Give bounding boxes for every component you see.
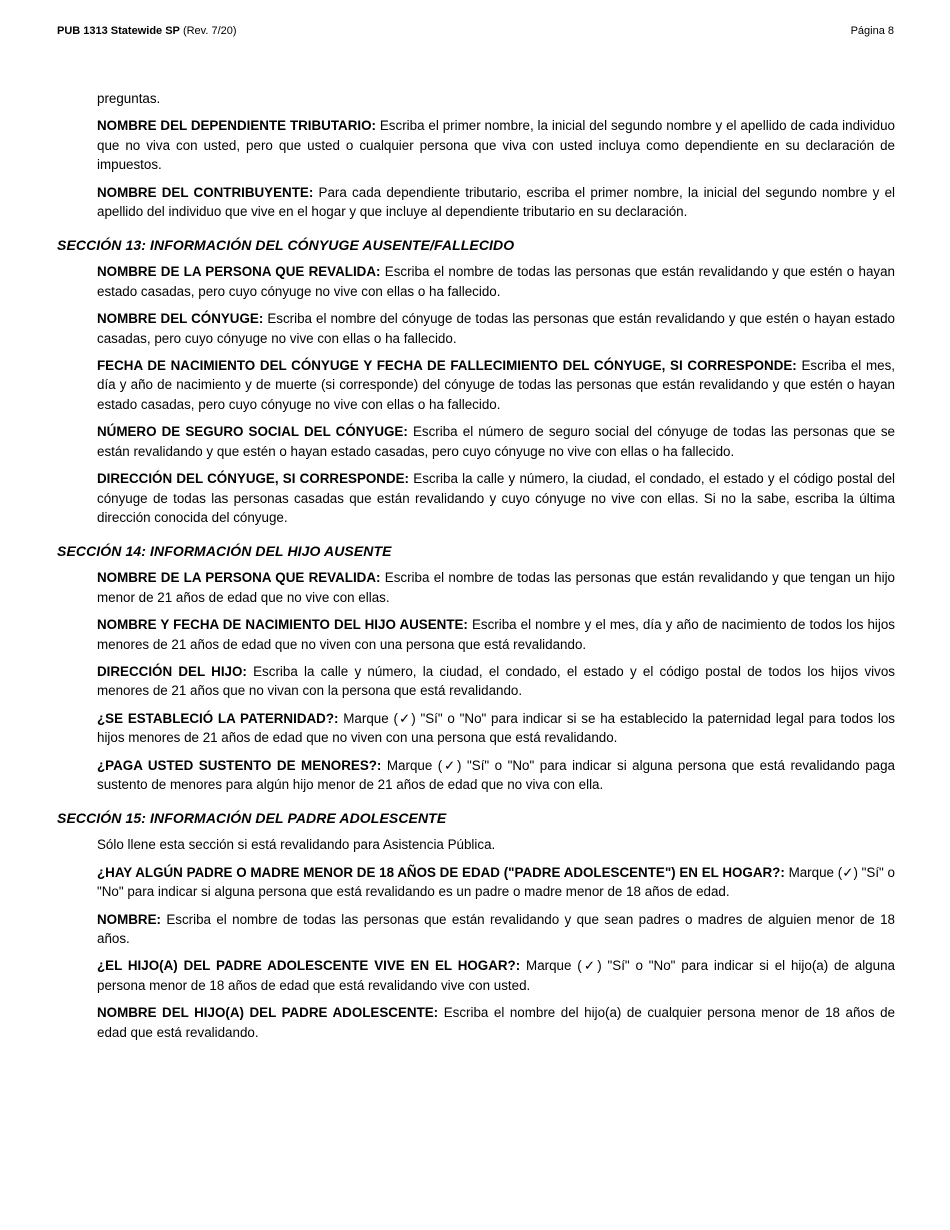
paragraph-label: NÚMERO DE SEGURO SOCIAL DEL CÓNYUGE: (97, 424, 408, 440)
paragraph-text: Escriba el nombre de todas las personas que están revalidando y que sean padres o madres de alguien menor de 18 años. (97, 911, 895, 946)
paragraph-label: DIRECCIÓN DEL CÓNYUGE, SI CORRESPONDE: (97, 471, 410, 487)
paragraph-text: Escriba el mes, día y año de nacimiento y de muerte (si corresponde) del cónyuge de todas las personas que están revalidando y que estén o hayan estado casadas, pero cuyo cónyuge no vive con ellas o ha fallecido. (97, 358, 895, 412)
document-id (57, 25, 237, 38)
instruction-paragraph-contribuyente (97, 183, 895, 222)
paragraph-label: NOMBRE: (97, 911, 161, 927)
paragraph-text: Marque (✓) "Sí" o "No" para indicar si se ha establecido la paternidad legal para todos los hijos menores de 21 años de edad que no viven con una persona que está revalidando. (97, 710, 895, 746)
instruction-paragraph-direccion-conyuge (97, 469, 895, 527)
instruction-paragraph-nombre-hijo-padre-adolescente (97, 1003, 895, 1042)
instruction-paragraph-seguro-social-conyuge (97, 422, 895, 461)
continuation-paragraph (97, 89, 895, 108)
paragraph-text: Escriba el primer nombre, la inicial del segundo nombre y el apellido de cada individuo que no viva con usted, pero que usted o cualquier persona que viva con usted incluya como dependiente en su declaración de impuestos. (97, 118, 895, 173)
paragraph-label: NOMBRE DEL HIJO(A) DEL PADRE ADOLESCENTE: (97, 1005, 439, 1021)
document-body (0, 38, 950, 1080)
paragraph-text: Escriba el nombre del cónyuge de todas las personas que están revalidando y que estén o hayan estado casadas, pero cuyo cónyuge no vive con ellas o ha fallecido. (97, 311, 895, 346)
paragraph-label: ¿SE ESTABLECIÓ LA PATERNIDAD?: (97, 710, 339, 726)
instruction-paragraph-nacimiento-hijo-ausente (97, 615, 895, 654)
page-number: Página 8 (850, 25, 894, 37)
section-13-heading: SECCIÓN 13: INFORMACIÓN DEL CÓNYUGE AUSENTE/FALLECIDO (57, 237, 515, 254)
document-title: PUB 1313 Statewide SP (57, 25, 180, 37)
section-14-heading: SECCIÓN 14: INFORMACIÓN DEL HIJO AUSENTE (57, 543, 392, 560)
paragraph-text: preguntas. (97, 91, 161, 106)
paragraph-text: Marque (✓) "Sí" o "No" para indicar si alguna persona que está revalidando paga sustento de menores para algún hijo menor de 21 años de edad que no viva con ella. (97, 757, 895, 792)
instruction-paragraph-fecha-nacimiento-conyuge (97, 356, 895, 414)
paragraph-label: FECHA DE NACIMIENTO DEL CÓNYUGE Y FECHA DE FALLECIMIENTO DEL CÓNYUGE, SI CORRESPONDE: (97, 358, 797, 374)
document-revision: (Rev. 7/20) (182, 25, 237, 37)
instruction-paragraph-sustento-menores (97, 756, 895, 795)
instruction-paragraph-persona-revalida-s14 (97, 568, 895, 607)
paragraph-text: Escriba el nombre de todas las personas que están revalidando y que estén o hayan estado casadas, pero cuyo cónyuge no vive con ellas o ha fallecido. (97, 264, 895, 299)
instruction-paragraph-nombre (97, 910, 895, 949)
instruction-paragraph-dependiente-tributario (97, 116, 895, 174)
paragraph-text: Escriba el número de seguro social del cónyuge de todas las personas que se están revalidando y que estén o hayan estado casadas, pero cuyo cónyuge no vive con ellas o ha fallecido. (97, 424, 895, 459)
paragraph-label: NOMBRE DE LA PERSONA QUE REVALIDA: (97, 570, 381, 586)
paragraph-label: DIRECCIÓN DEL HIJO: (97, 663, 247, 679)
instruction-paragraph-nombre-conyuge (97, 309, 895, 348)
paragraph-text: Para cada dependiente tributario, escriba el primer nombre, la inicial del segundo nombre y el apellido del individuo que vive en el hogar y que incluye al dependiente tributario en su declaración. (97, 184, 895, 220)
paragraph-text: Marque (✓) "Sí" o "No" para indicar si el hijo(a) de alguna persona menor de 18 años de edad que está revalidando vive con usted. (97, 958, 895, 993)
paragraph-text: Escriba el nombre y el mes, día y año de nacimiento de todos los hijos menores de 21 años de edad que no viven con una persona que está revalidando. (97, 617, 895, 652)
note-paragraph-asistencia-publica (97, 835, 895, 854)
paragraph-text: Escriba el nombre del hijo(a) de cualquier persona menor de 18 años de edad que está revalidando. (97, 1005, 895, 1040)
paragraph-text: Escriba el nombre de todas las personas que están revalidando y que tengan un hijo menor de 21 años de edad que no vive con ellas. (97, 570, 895, 605)
paragraph-text: Escriba la calle y número, la ciudad, el condado, el estado y el código postal del cónyuge de todas las personas casadas que están revalidando y cuyo cónyuge no vive con ellas. Si no la sabe, escriba la última dirección conocida del cónyuge. (97, 471, 895, 525)
instruction-paragraph-padre-adolescente-hogar (97, 863, 895, 902)
section-15-heading: SECCIÓN 15: INFORMACIÓN DEL PADRE ADOLESCENTE (57, 810, 447, 827)
paragraph-text: Escriba la calle y número, la ciudad, el condado, el estado y el código postal de todos los hijos vivos menores de 21 años que no vivan con la persona que está revalidando. (97, 663, 895, 699)
instruction-paragraph-persona-revalida-s13 (97, 262, 895, 301)
paragraph-text: Sólo llene esta sección si está revalidando para Asistencia Pública. (97, 837, 496, 853)
instruction-paragraph-hijo-vive-hogar (97, 956, 895, 995)
paragraph-text: Marque (✓) "Sí" o "No" para indicar si alguna persona que está revalidando es un padre o madre menor de 18 años de edad. (97, 864, 895, 900)
paragraph-label: ¿HAY ALGÚN PADRE O MADRE MENOR DE 18 AÑOS DE EDAD ("PADRE ADOLESCENTE") EN EL HOGAR?: (97, 864, 785, 880)
instruction-paragraph-paternidad (97, 709, 895, 748)
paragraph-label: NOMBRE DEL CÓNYUGE: (97, 311, 264, 327)
paragraph-label: ¿PAGA USTED SUSTENTO DE MENORES?: (97, 757, 382, 773)
paragraph-label: NOMBRE DEL DEPENDIENTE TRIBUTARIO: (97, 118, 376, 134)
paragraph-label: NOMBRE DEL CONTRIBUYENTE: (97, 184, 314, 200)
page-header (0, 0, 950, 38)
paragraph-label: NOMBRE Y FECHA DE NACIMIENTO DEL HIJO AUSENTE: (97, 617, 468, 633)
instruction-paragraph-direccion-hijo (97, 662, 895, 701)
paragraph-label: ¿EL HIJO(A) DEL PADRE ADOLESCENTE VIVE EN EL HOGAR?: (97, 958, 521, 974)
paragraph-label: NOMBRE DE LA PERSONA QUE REVALIDA: (97, 264, 381, 280)
